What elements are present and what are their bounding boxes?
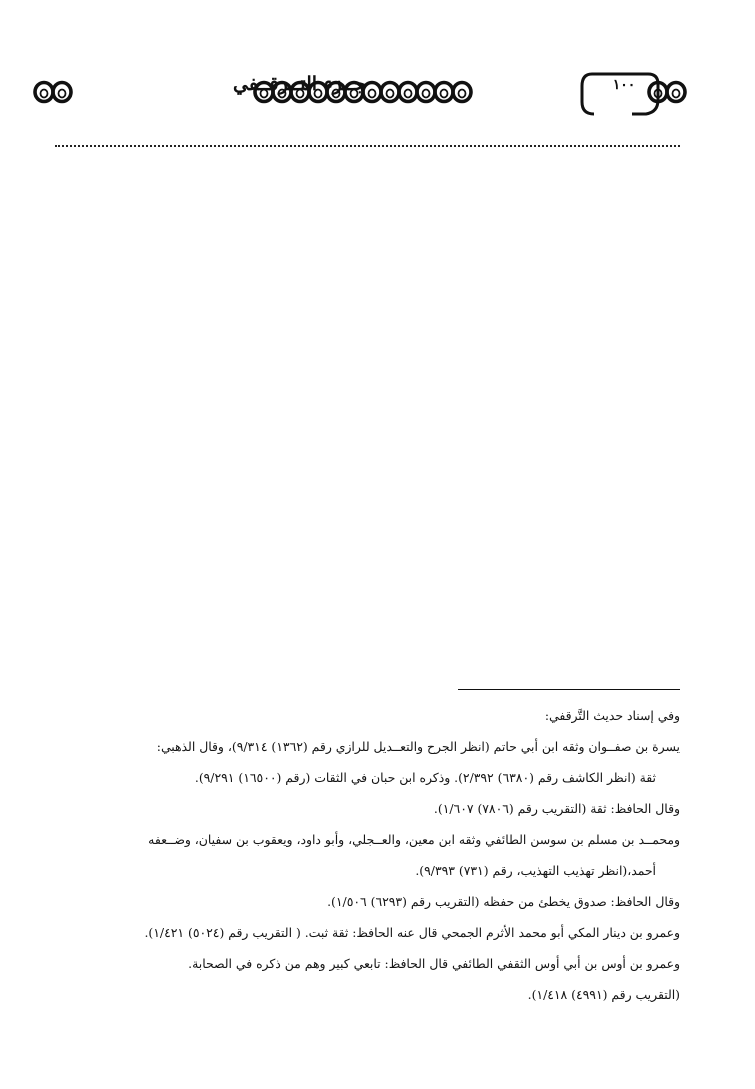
ornament-loop (417, 83, 435, 102)
page-number: ١٠٠ (612, 77, 636, 93)
footnotes (36, 700, 680, 1010)
footnote-line: وقال الحافظ: ثقة (التقريب رقم (٧٨٠٦) ١/٦٠٧). (433, 801, 680, 816)
footnote-line: وفي إسناد حديث التَّرقفي: (544, 708, 680, 723)
footnote-line: ومحمــد بن مسلم بن سوسن الطائفي وثقه ابن معين، والعــجلي، وأبو داود، ويعقوب بن سفيان، وضــعفه (148, 832, 680, 847)
footnote-line: وعمرو بن أوس بن أبي أوس الثقفي الطائفي قال الحافظ: تابعي كبير وهم من ذكره في الصحابة. (188, 956, 680, 971)
ornament-loop (381, 83, 399, 102)
footnote-line: (التقريب رقم (٤٩٩١) ١/٤١٨). (527, 987, 680, 1002)
footnote-line: يسرة بن صفــوان وثقه ابن أبي حاتم (انظر الجرح والتعــديل للرازي رقم (١٣٦٢) ٩/٣١٤)، وقال الذهبي: (156, 739, 680, 754)
ornament-loop (667, 83, 685, 102)
footnote-rule (458, 689, 680, 690)
footnote-line: أحمد،(انظر تهذيب التهذيب، رقم (٧٣١) ٩/٣٩٣). (415, 863, 656, 878)
running-title: جــزء التــرقــفي (233, 73, 366, 95)
ornament-loop (399, 83, 417, 102)
ornament-loop (435, 83, 453, 102)
footnote-line: ثقة (انظر الكاشف رقم (٦٣٨٠) ٢/٣٩٢). وذكره ابن حبان في الثقات (رقم (١٦٥٠٠) ٩/٢٩١). (194, 770, 656, 785)
page-header (32, 68, 692, 116)
ornament-loop (35, 83, 53, 102)
dotted-separator (55, 145, 680, 147)
footnote-line: وقال الحافظ: صدوق يخطئ من حفظه (التقريب رقم (٦٢٩٣) ١/٥٠٦). (327, 894, 680, 909)
ornament-loop (453, 83, 471, 102)
ornament-loop (53, 83, 71, 102)
footnote-line: وعمرو بن دينار المكي أبو محمد الأثرم الجمحي قال عنه الحافظ: ثقة ثبت. ( التقريب رقم (٥٠٢٤) ١/٤٢١). (144, 925, 680, 940)
